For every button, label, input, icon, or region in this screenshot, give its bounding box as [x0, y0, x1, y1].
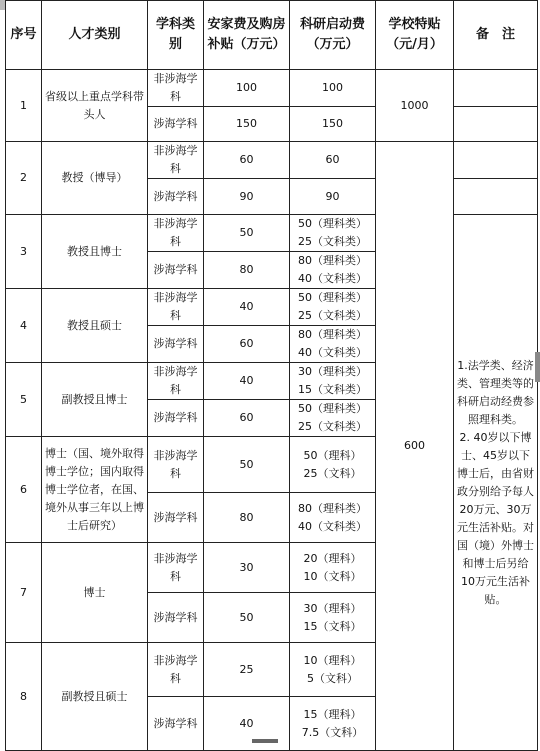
table-row — [6, 70, 538, 107]
header-allowance: 学校特贴（元/月） — [376, 1, 454, 70]
selection-handle-top-left[interactable] — [0, 0, 5, 10]
housing-value: 60 — [204, 326, 290, 363]
subject-type: 涉海学科 — [148, 493, 204, 543]
allowance-shared-value: 600 — [376, 142, 454, 751]
allowance-value: 1000 — [376, 70, 454, 142]
row-no: 1 — [6, 70, 42, 142]
research-value: 80（理科类） 40（文科类） — [290, 326, 376, 363]
subject-type: 涉海学科 — [148, 697, 204, 751]
research-value: 150 — [290, 107, 376, 142]
subject-type: 非涉海学科 — [148, 437, 204, 493]
research-value: 80（理科类） 40（文科类） — [290, 252, 376, 289]
housing-value: 40 — [204, 697, 290, 751]
header-housing: 安家费及购房补贴（万元） — [204, 1, 290, 70]
housing-value: 100 — [204, 70, 290, 107]
research-value: 30（理科类） 15（文科类） — [290, 363, 376, 400]
talent-category: 教授且硕士 — [42, 289, 148, 363]
subject-type: 非涉海学科 — [148, 643, 204, 697]
subject-type: 非涉海学科 — [148, 70, 204, 107]
header-no: 序号 — [6, 1, 42, 70]
subject-type: 非涉海学科 — [148, 142, 204, 179]
research-value: 100 — [290, 70, 376, 107]
header-category: 人才类别 — [42, 1, 148, 70]
research-value: 10（理科） 5（文科） — [290, 643, 376, 697]
research-value: 20（理科） 10（文科） — [290, 543, 376, 593]
remarks-blank — [454, 142, 538, 179]
subject-type: 非涉海学科 — [148, 289, 204, 326]
remarks-blank — [454, 179, 538, 215]
subject-type: 涉海学科 — [148, 252, 204, 289]
housing-value: 80 — [204, 252, 290, 289]
research-value: 30（理科） 15（文科） — [290, 593, 376, 643]
research-value: 80（理科类） 40（文科类） — [290, 493, 376, 543]
talent-category: 教授（博导） — [42, 142, 148, 215]
housing-value: 50 — [204, 215, 290, 252]
housing-value: 60 — [204, 142, 290, 179]
research-value: 90 — [290, 179, 376, 215]
housing-value: 90 — [204, 179, 290, 215]
housing-value: 150 — [204, 107, 290, 142]
subject-type: 涉海学科 — [148, 179, 204, 215]
talent-category: 副教授且博士 — [42, 363, 148, 437]
row-no: 3 — [6, 215, 42, 289]
table-row — [6, 215, 538, 252]
row-no: 8 — [6, 643, 42, 751]
housing-value: 50 — [204, 593, 290, 643]
resize-handle-bottom[interactable] — [252, 739, 278, 743]
research-value: 50（理科类） 25（文科类） — [290, 215, 376, 252]
resize-handle-right[interactable] — [535, 352, 540, 382]
header-remarks: 备 注 — [454, 1, 538, 70]
row-no: 7 — [6, 543, 42, 643]
row-no: 6 — [6, 437, 42, 543]
header-research: 科研启动费（万元） — [290, 1, 376, 70]
talent-category: 省级以上重点学科带头人 — [42, 70, 148, 142]
subject-type: 涉海学科 — [148, 326, 204, 363]
talent-category: 教授且博士 — [42, 215, 148, 289]
talent-category: 博士（国、境外取得博士学位；国内取得博士学位者，在国、境外从事三年以上博士后研究） — [42, 437, 148, 543]
remarks-blank — [454, 107, 538, 142]
housing-value: 50 — [204, 437, 290, 493]
subject-type: 非涉海学科 — [148, 363, 204, 400]
remarks-note: 1.法学类、经济类、管理类等的科研启动经费参照理科类。 2. 40岁以下博士、45岁以下博士后，由省财政分别给予每人20万元、30万元生活补贴。对国（境）外博士和博士后另给10万元生活补贴。 — [454, 215, 538, 751]
header-subject-type: 学科类别 — [148, 1, 204, 70]
header-row — [6, 1, 538, 70]
subject-type: 非涉海学科 — [148, 215, 204, 252]
remarks-blank — [454, 70, 538, 107]
housing-value: 80 — [204, 493, 290, 543]
subject-type: 涉海学科 — [148, 593, 204, 643]
research-value: 50（理科） 25（文科） — [290, 437, 376, 493]
table-row — [6, 142, 538, 179]
subject-type: 涉海学科 — [148, 107, 204, 142]
subject-type: 涉海学科 — [148, 400, 204, 437]
row-no: 4 — [6, 289, 42, 363]
housing-value: 25 — [204, 643, 290, 697]
talent-category: 副教授且硕士 — [42, 643, 148, 751]
housing-value: 40 — [204, 289, 290, 326]
research-value: 15（理科） 7.5（文科） — [290, 697, 376, 751]
research-value: 60 — [290, 142, 376, 179]
housing-value: 40 — [204, 363, 290, 400]
housing-value: 30 — [204, 543, 290, 593]
subject-type: 非涉海学科 — [148, 543, 204, 593]
row-no: 2 — [6, 142, 42, 215]
research-value: 50（理科类） 25（文科类） — [290, 289, 376, 326]
talent-category: 博士 — [42, 543, 148, 643]
row-no: 5 — [6, 363, 42, 437]
talent-subsidy-table — [5, 0, 538, 751]
research-value: 50（理科类） 25（文科类） — [290, 400, 376, 437]
housing-value: 60 — [204, 400, 290, 437]
